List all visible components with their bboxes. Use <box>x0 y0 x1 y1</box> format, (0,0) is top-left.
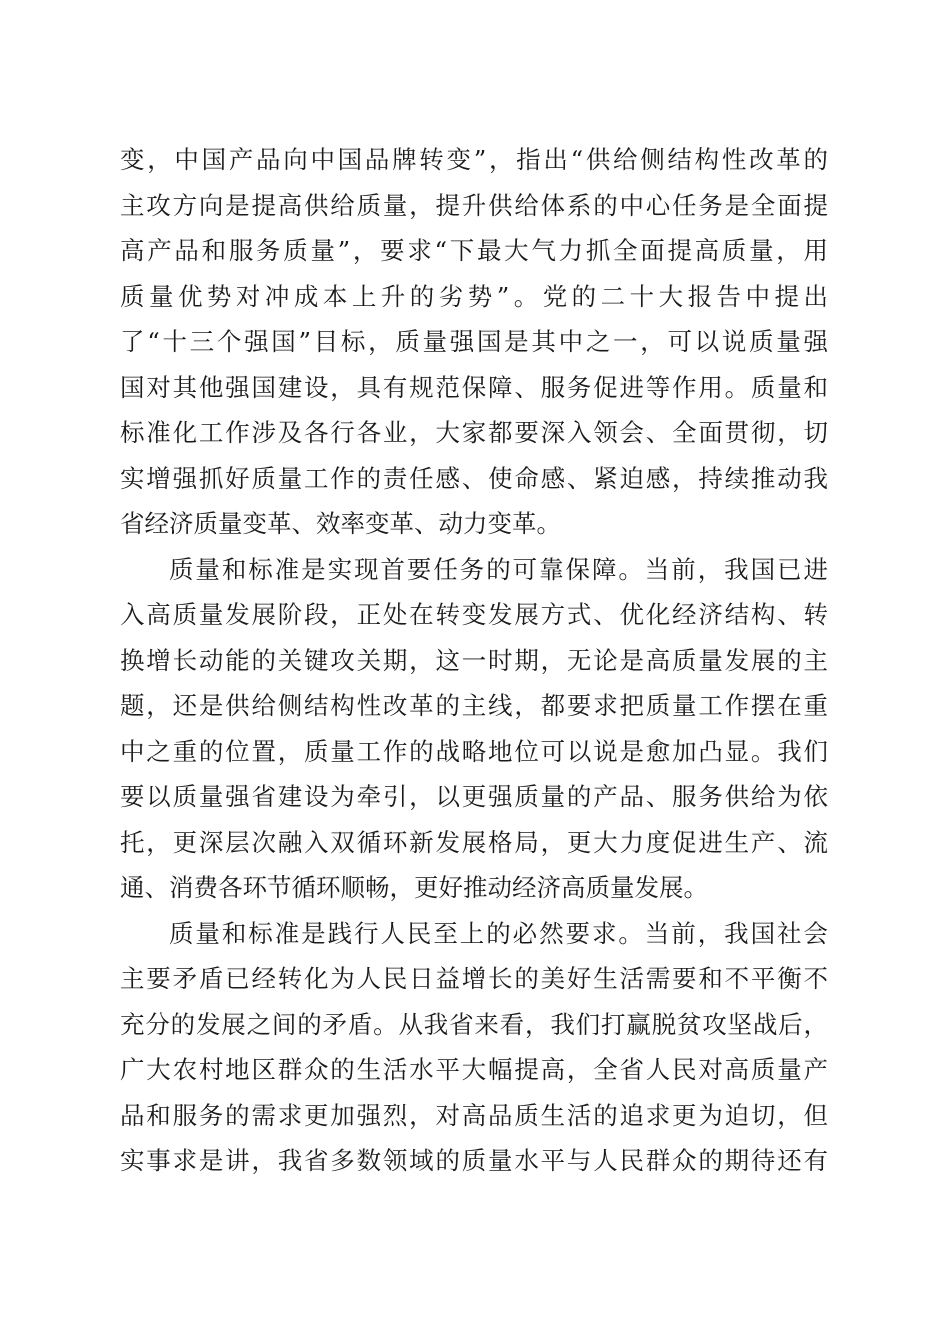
text-line: 充分的发展之间的矛盾。从我省来看，我们打赢脱贫攻坚战后， <box>120 1009 828 1039</box>
text-line: 品和服务的需求更加强烈，对高品质生活的追求更为迫切，但 <box>120 1100 828 1130</box>
text-line: 实增强抓好质量工作的责任感、使命感、紧迫感，持续推动我 <box>120 463 828 493</box>
text-line: 变，中国产品向中国品牌转变”，指出“供给侧结构性改革的 <box>120 145 828 174</box>
text-line: 高产品和服务质量”，要求“下最大气力抓全面提高质量，用 <box>120 236 828 265</box>
text-line: 题，还是供给侧结构性改革的主线，都要求把质量工作摆在重 <box>120 691 828 720</box>
body-text <box>120 137 828 1184</box>
text-line: 主攻方向是提高供给质量，提升供给体系的中心任务是全面提 <box>120 190 828 220</box>
text-line: 实事求是讲，我省多数领域的质量水平与人民群众的期待还有 <box>120 1146 828 1175</box>
text-line: 托，更深层次融入双循环新发展格局，更大力度促进生产、流 <box>120 827 828 857</box>
text-line: 换增长动能的关键攻关期，这一时期，无论是高质量发展的主 <box>120 645 828 675</box>
text-line: 广大农村地区群众的生活水平大幅提高，全省人民对高质量产 <box>120 1055 828 1084</box>
text-line: 了“十三个强国”目标，质量强国是其中之一，可以说质量强 <box>120 327 828 356</box>
text-line: 中之重的位置，质量工作的战略地位可以说是愈加凸显。我们 <box>120 736 828 766</box>
text-line: 主要矛盾已经转化为人民日益增长的美好生活需要和不平衡不 <box>120 964 828 993</box>
text-line: 省经济质量变革、效率变革、动力变革。 <box>120 509 561 538</box>
text-line: 标准化工作涉及各行各业，大家都要深入领会、全面贯彻，切 <box>120 418 828 447</box>
text-line: 质量优势对冲成本上升的劣势”。党的二十大报告中提出 <box>120 281 828 311</box>
text-line: 通、消费各环节循环顺畅，更好推动经济高质量发展。 <box>120 873 708 902</box>
paragraph-first-line: 质量和标准是实现首要任务的可靠保障。当前，我国已进 <box>169 554 828 584</box>
text-line: 入高质量发展阶段，正处在转变发展方式、优化经济结构、转 <box>120 600 828 629</box>
paragraph-first-line: 质量和标准是践行人民至上的必然要求。当前，我国社会 <box>169 918 828 948</box>
text-line: 要以质量强省建设为牵引，以更强质量的产品、服务供给为依 <box>120 782 828 811</box>
text-line: 国对其他强国建设，具有规范保障、服务促进等作用。质量和 <box>120 372 828 402</box>
